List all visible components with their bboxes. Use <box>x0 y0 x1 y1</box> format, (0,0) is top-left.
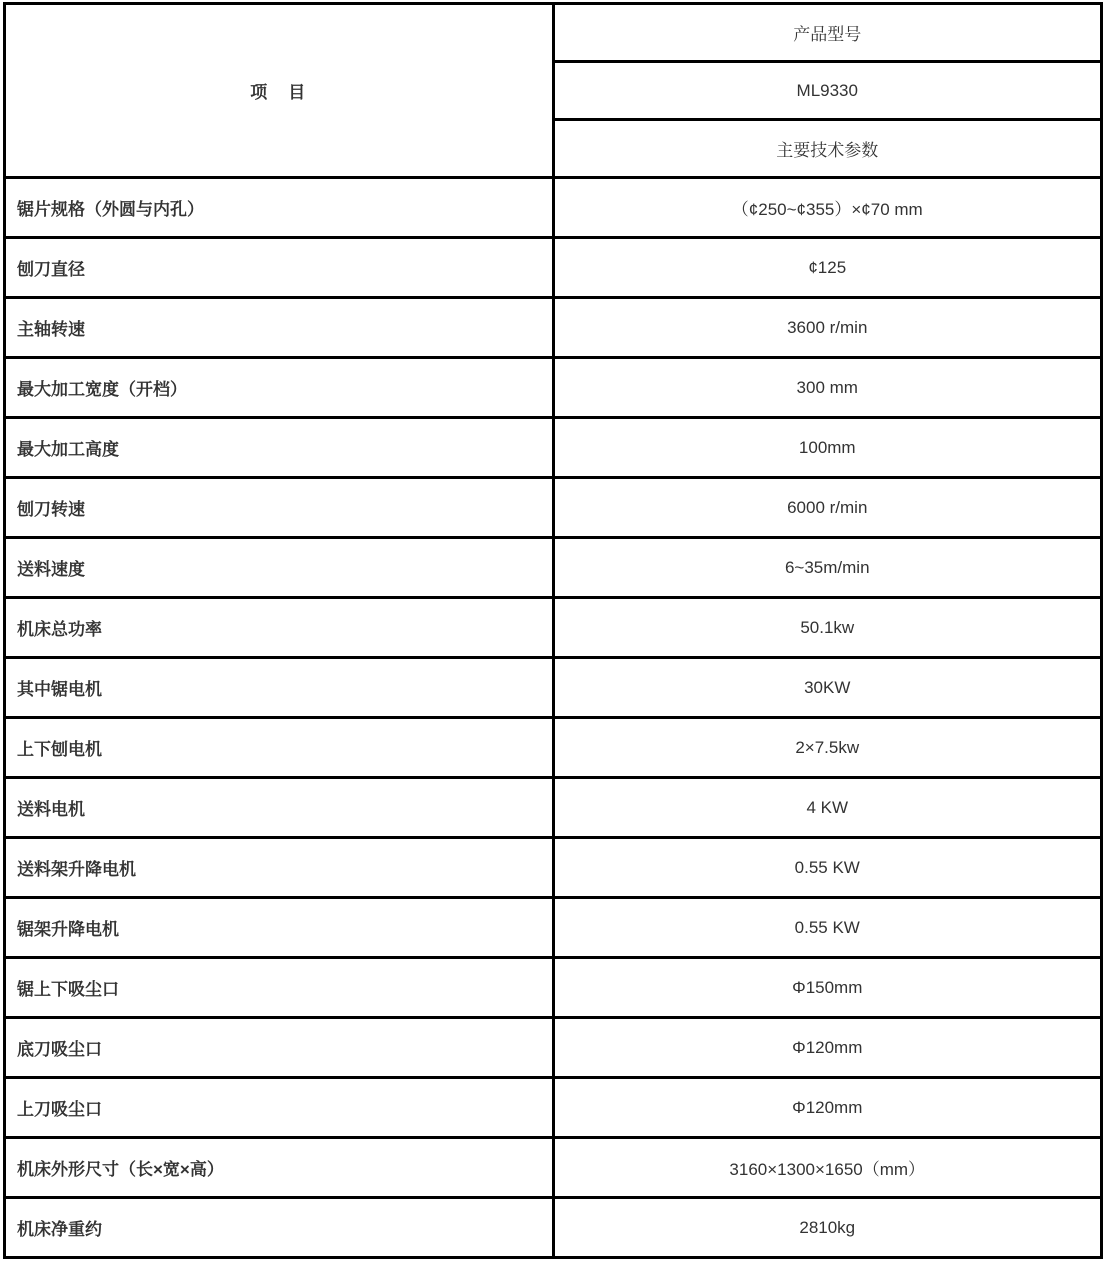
spec-value: Φ150mm <box>553 958 1102 1018</box>
table-row <box>5 598 1102 658</box>
table-row <box>5 658 1102 718</box>
spec-value: 2×7.5kw <box>553 718 1102 778</box>
spec-label: 锯上下吸尘口 <box>5 958 554 1018</box>
spec-value: 6000 r/min <box>553 478 1102 538</box>
spec-label: 上下刨电机 <box>5 718 554 778</box>
tech-params-label: 主要技术参数 <box>553 120 1102 178</box>
table-row <box>5 1198 1102 1258</box>
spec-label: 刨刀转速 <box>5 478 554 538</box>
spec-label: 机床净重约 <box>5 1198 554 1258</box>
table-row <box>5 1138 1102 1198</box>
product-model-label: 产品型号 <box>553 4 1102 62</box>
table-row <box>5 178 1102 238</box>
spec-label: 机床外形尺寸（长×宽×高） <box>5 1138 554 1198</box>
table-row <box>5 298 1102 358</box>
spec-label: 锯片规格（外圆与内孔） <box>5 178 554 238</box>
spec-value: 0.55 KW <box>553 898 1102 958</box>
table-row <box>5 538 1102 598</box>
spec-table <box>3 2 1103 1259</box>
table-row <box>5 1018 1102 1078</box>
spec-label: 最大加工高度 <box>5 418 554 478</box>
table-row <box>5 1078 1102 1138</box>
spec-value: ¢125 <box>553 238 1102 298</box>
table-row <box>5 778 1102 838</box>
table-row <box>5 958 1102 1018</box>
spec-label: 底刀吸尘口 <box>5 1018 554 1078</box>
items-column-header: 项 目 <box>5 4 554 178</box>
spec-label: 送料速度 <box>5 538 554 598</box>
spec-value: 50.1kw <box>553 598 1102 658</box>
spec-value: 3160×1300×1650（mm） <box>553 1138 1102 1198</box>
spec-value: 300 mm <box>553 358 1102 418</box>
spec-value: 3600 r/min <box>553 298 1102 358</box>
spec-label: 送料架升降电机 <box>5 838 554 898</box>
spec-label: 主轴转速 <box>5 298 554 358</box>
table-row <box>5 238 1102 298</box>
table-row <box>5 838 1102 898</box>
table-row <box>5 478 1102 538</box>
spec-label: 锯架升降电机 <box>5 898 554 958</box>
spec-value: 2810kg <box>553 1198 1102 1258</box>
table-row <box>5 358 1102 418</box>
spec-label: 最大加工宽度（开档） <box>5 358 554 418</box>
spec-label: 机床总功率 <box>5 598 554 658</box>
spec-value: 0.55 KW <box>553 838 1102 898</box>
table-row <box>5 418 1102 478</box>
spec-value: Φ120mm <box>553 1078 1102 1138</box>
spec-value: 6~35m/min <box>553 538 1102 598</box>
spec-value: Φ120mm <box>553 1018 1102 1078</box>
spec-label: 送料电机 <box>5 778 554 838</box>
spec-label: 上刀吸尘口 <box>5 1078 554 1138</box>
spec-value: 100mm <box>553 418 1102 478</box>
model-number: ML9330 <box>553 62 1102 120</box>
table-row <box>5 718 1102 778</box>
table-row <box>5 898 1102 958</box>
header-row-product-model <box>5 4 1102 62</box>
spec-label: 刨刀直径 <box>5 238 554 298</box>
spec-value: （¢250~¢355）×¢70 mm <box>553 178 1102 238</box>
spec-value: 4 KW <box>553 778 1102 838</box>
spec-label: 其中锯电机 <box>5 658 554 718</box>
spec-value: 30KW <box>553 658 1102 718</box>
